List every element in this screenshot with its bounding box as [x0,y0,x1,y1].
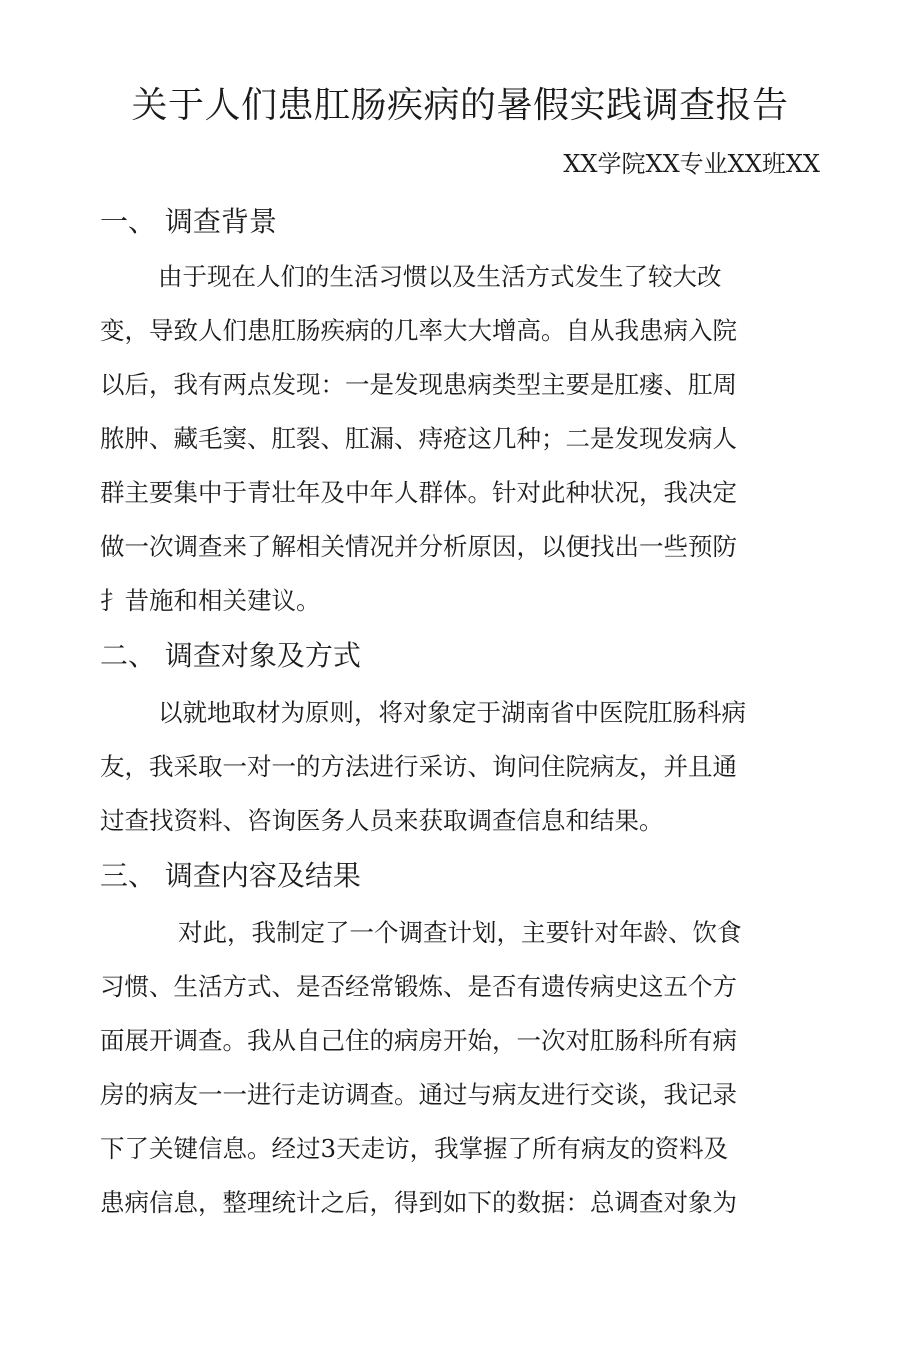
section-body-results [100,906,800,1230]
paragraph-line: 变，导致人们患肛肠疾病的几率大大增高。自从我患病入院 [100,316,737,345]
section-heading-background: 一、 调查背景 [100,205,277,238]
paragraph-line: 友，我采取一对一的方法进行采访、询问住院病友，并且通 [100,752,737,781]
paragraph-line: 过查找资料、咨询医务人员来获取调查信息和结果。 [100,806,664,835]
section-body-background [100,250,800,628]
section-heading-results: 三、 调查内容及结果 [100,859,361,892]
paragraph-line: 面展开调查。我从自己住的病房开始，一次对肛肠科所有病 [100,1026,737,1055]
section-heading-subjects: 二、 调查对象及方式 [100,639,361,672]
author-line: XX学院XX专业XX班XX [563,150,820,178]
paragraph-line: 脓肿、藏毛窦、肛裂、肛漏、痔疮这几种；二是发现发病人 [100,424,737,453]
paragraph-line: 下了关键信息。经过3天走访，我掌握了所有病友的资料及 [100,1134,729,1163]
paragraph-line: 患病信息，整理统计之后，得到如下的数据：总调查对象为 [100,1188,737,1217]
section-body-subjects [100,686,800,848]
paragraph-line: 习惯、生活方式、是否经常锻炼、是否有遗传病史这五个方 [100,972,737,1001]
paragraph-line: 群主要集中于青壮年及中年人群体。针对此种状况，我决定 [100,478,737,507]
paragraph-line: 以后，我有两点发现：一是发现患病类型主要是肛瘘、肛周 [100,370,737,399]
paragraph-line: 对此，我制定了一个调查计划，主要针对年龄、饮食 [178,918,742,947]
paragraph-line: 以就地取材为原则，将对象定于湖南省中医院肛肠科病 [158,698,746,727]
document-title: 关于人们患肛肠疾病的暑假实践调查报告 [131,85,789,126]
paragraph-line: 由于现在人们的生活习惯以及生活方式发生了较大改 [158,262,722,291]
paragraph-line: 扌昔施和相关建议。 [100,586,321,615]
paragraph-line: 房的病友一一进行走访调查。通过与病友进行交谈，我记录 [100,1080,737,1109]
paragraph-line: 做一次调查来了解相关情况并分析原因，以便找出一些预防 [100,532,737,561]
